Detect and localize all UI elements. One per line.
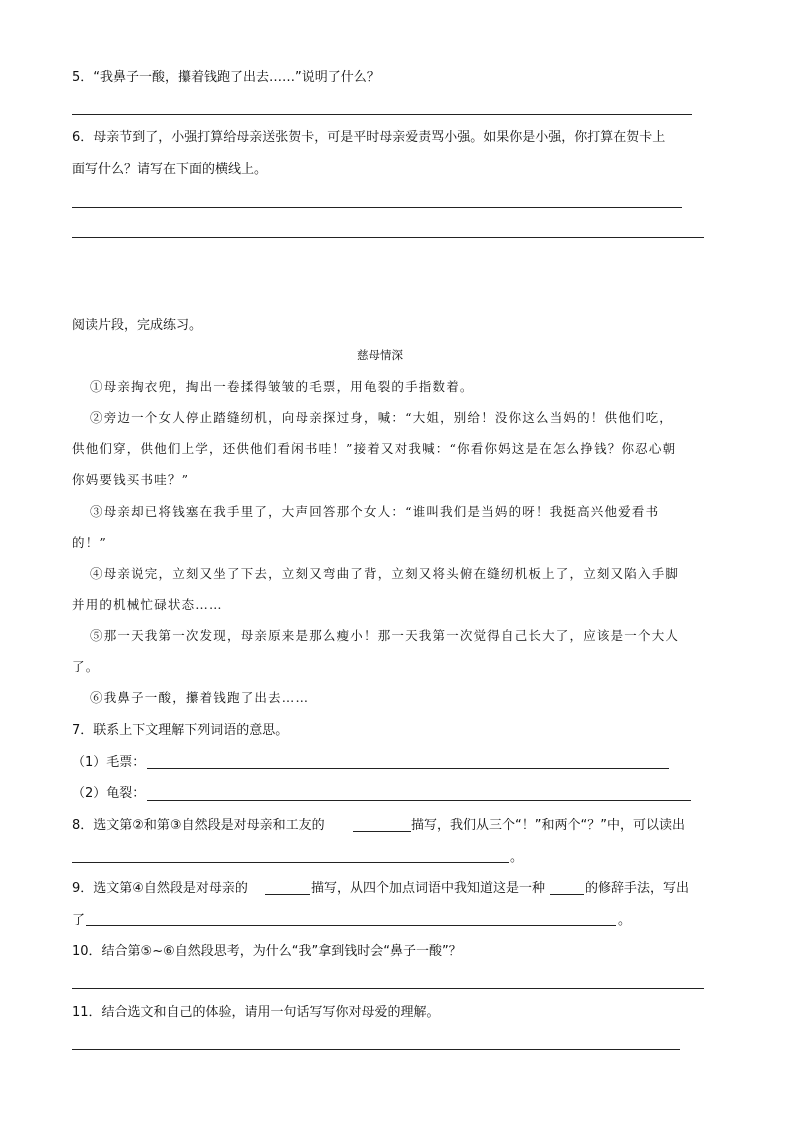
question-7-item-1-label: （1）毛票： (72, 755, 146, 770)
question-6-line-2: 面写什么？请写在下面的横线上。 (72, 162, 268, 177)
answer-line-q6-1[interactable] (72, 207, 682, 208)
passage-paragraph-5-line-2: 了。 (72, 659, 100, 674)
question-5-text: 5．“我鼻子一酸，攥着钱跑了出去……”说明了什么？ (72, 70, 380, 85)
question-11-text: 11．结合选文和自己的体验，请用一句话写写你对母爱的理解。 (72, 1005, 440, 1020)
answer-line-q7-1[interactable] (147, 768, 669, 769)
question-9-end: 。 (618, 913, 632, 928)
passage-paragraph-2-line-1: ②旁边一个女人停止踏缝纫机，向母亲探过身，喊：“大姐，别给！没你这么当妈的！供他们吃， (90, 410, 673, 425)
question-7-text: 7．联系上下文理解下列词语的意思。 (72, 723, 289, 738)
passage-paragraph-6: ⑥我鼻子一酸，攥着钱跑了出去…… (90, 690, 310, 705)
answer-blank-q9-1[interactable] (265, 894, 310, 895)
question-9-part-3: 的修辞手法，写出 (585, 881, 690, 896)
question-9-line-2-start: 了 (72, 913, 86, 928)
passage-paragraph-2-line-2: 供他们穿，供他们上学，还供他们看闲书哇！”接着又对我喊：“你看你妈这是在怎么挣钱？你忍心朝 (72, 441, 677, 456)
answer-line-q11[interactable] (72, 1049, 680, 1050)
passage-paragraph-3-line-1: ③母亲却已将钱塞在我手里了，大声回答那个女人：“谁叫我们是当妈的呀！我挺高兴他爱看书 (90, 504, 660, 519)
answer-blank-q8-1[interactable] (353, 831, 411, 832)
passage-paragraph-3-line-2: 的！” (72, 535, 107, 550)
reading-intro: 阅读片段，完成练习。 (72, 318, 203, 333)
question-8-part-2: 描写，我们从三个“！”和两个“？”中，可以读出 (411, 818, 685, 833)
answer-line-q8-2[interactable] (72, 862, 509, 863)
passage-title: 慈母情深 (357, 348, 403, 362)
answer-blank-q9-2[interactable] (550, 894, 584, 895)
passage-paragraph-1: ①母亲掏衣兜，掏出一卷揉得皱皱的毛票，用龟裂的手指数着。 (90, 379, 474, 394)
passage-paragraph-4-line-2: 并用的机械忙碌状态…… (72, 597, 223, 612)
answer-line-q7-2[interactable] (147, 800, 691, 801)
question-9-part-1: 9．选文第④自然段是对母亲的 (72, 881, 248, 896)
question-10-text: 10．结合第⑤~⑥自然段思考，为什么“我”拿到钱时会“鼻子一酸”？ (72, 944, 462, 959)
question-7-item-2-label: （2）龟裂： (72, 786, 146, 801)
question-8-part-1: 8．选文第②和第③自然段是对母亲和工友的 (72, 818, 325, 833)
answer-line-q6-2[interactable] (72, 237, 704, 238)
answer-line-q9-3[interactable] (86, 925, 616, 926)
question-6-line-1: 6．母亲节到了，小强打算给母亲送张贺卡，可是平时母亲爱责骂小强。如果你是小强，你打算在贺卡上 (72, 130, 666, 145)
answer-line-q5[interactable] (72, 114, 692, 115)
answer-line-q10[interactable] (72, 988, 704, 989)
passage-paragraph-5-line-1: ⑤那一天我第一次发现，母亲原来是那么瘦小！那一天我第一次觉得自己长大了，应该是一个大人 (90, 628, 680, 643)
question-9-part-2: 描写，从四个加点词语中我知道这是一种 (311, 881, 546, 896)
passage-paragraph-4-line-1: ④母亲说完，立刻又坐了下去，立刻又弯曲了背，立刻又将头俯在缝纫机板上了，立刻又陷入手脚 (90, 566, 680, 581)
question-8-end: 。 (510, 850, 524, 865)
passage-paragraph-2-line-3: 你妈要钱买书哇？” (72, 472, 190, 487)
